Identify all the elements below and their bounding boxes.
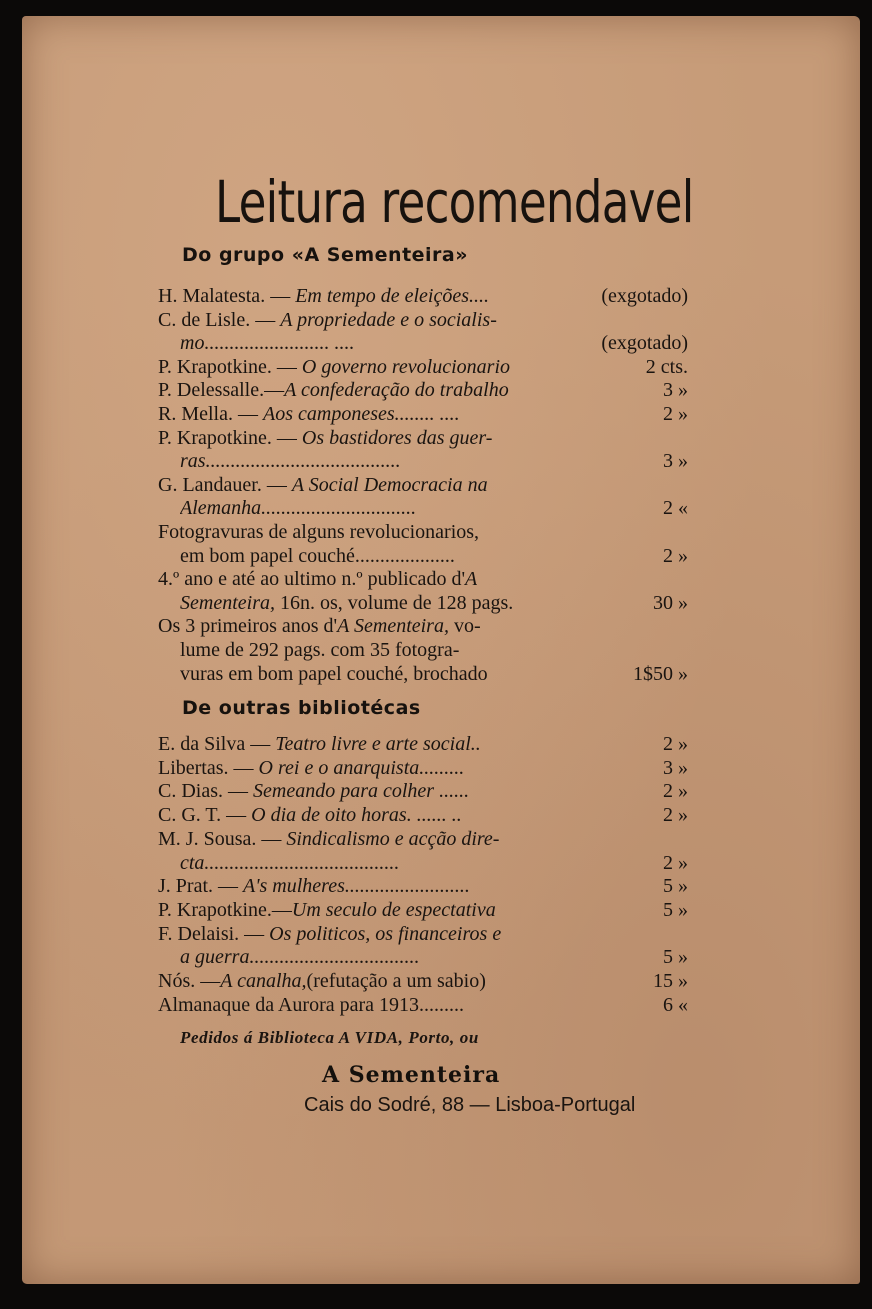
list-item — [158, 614, 598, 638]
entry-author: G. Landauer. — — [158, 473, 292, 496]
list-item — [158, 567, 598, 591]
list-item — [158, 284, 598, 308]
publisher-address: Cais do Sodré, 88 — Lisboa-Portugal — [304, 1094, 636, 1116]
entry-price: 3 » — [663, 379, 688, 402]
entry-title: Semeando para colher ...... — [253, 780, 470, 803]
list-item — [158, 473, 598, 497]
entry-title: Os politicos, os financeiros e — [269, 922, 502, 945]
entry-title: mo......................... .... — [180, 332, 355, 355]
entry-text — [180, 662, 488, 686]
list-item — [158, 355, 598, 379]
list-item — [180, 544, 598, 568]
entry-text — [158, 473, 488, 497]
entry-text — [158, 803, 462, 827]
entry-price: 2 » — [663, 733, 688, 755]
list-item — [180, 449, 598, 473]
list-item — [158, 779, 598, 803]
entry-text — [180, 331, 354, 355]
entry-author: Nós. — — [158, 970, 221, 992]
list-item — [180, 591, 598, 615]
entry-text — [158, 426, 492, 450]
publisher-name: A Sementeira — [322, 1062, 501, 1088]
page-title: Leitura recomendavel — [215, 168, 694, 236]
entry-price: 1$50 » — [633, 662, 688, 685]
entry-price: 15 » — [653, 970, 688, 992]
list-item — [180, 945, 598, 969]
entry-price: 2 » — [663, 544, 688, 567]
entry-text — [158, 969, 486, 993]
list-item — [158, 993, 598, 1017]
entry-author: vuras em bom papel couché, brochado — [180, 662, 488, 685]
entry-text — [158, 614, 481, 638]
list-item — [180, 496, 598, 520]
entry-title: A Social Democracia na — [291, 473, 488, 496]
entry-author: Fotogravuras de alguns revolucionarios, — [158, 521, 480, 543]
entry-price: (exgotado) — [601, 285, 688, 307]
section-heading-outras: De outras bibliotécas — [182, 697, 421, 719]
entry-text — [158, 567, 477, 591]
list-item — [158, 803, 598, 827]
entry-extra: 16n. os, volume de 128 pags. — [274, 591, 514, 614]
entry-text — [180, 851, 399, 875]
entry-text — [158, 308, 497, 332]
entry-author: Os 3 primeiros anos d' — [158, 615, 338, 638]
entry-text — [180, 544, 455, 568]
list-item — [158, 732, 598, 756]
entry-text — [158, 284, 489, 308]
entry-price: (exgotado) — [601, 332, 688, 355]
order-note: Pedidos á Biblioteca A VIDA, Porto, ou — [180, 1028, 479, 1047]
entry-author: E. da Silva — — [158, 733, 276, 755]
entry-text — [180, 638, 459, 662]
list-item — [158, 402, 598, 426]
list-item — [158, 874, 598, 898]
entry-title: O rei e o anarquista......... — [258, 756, 465, 779]
entry-text — [158, 898, 496, 922]
entry-author: R. Mella. — — [158, 403, 263, 425]
entry-extra: vo- — [448, 615, 481, 638]
entry-author: 4.º ano e até ao ultimo n.º publicado d' — [158, 568, 466, 591]
entry-author: J. Prat. — — [158, 875, 243, 898]
entry-title: O governo revolucionario — [301, 355, 510, 378]
entry-author: lume de 292 pags. com 35 fotogra- — [180, 639, 460, 661]
entry-price: 2 « — [663, 497, 688, 520]
list-item — [180, 662, 598, 686]
entry-price: 5 » — [663, 875, 688, 898]
entry-title: Em tempo de eleições.... — [295, 285, 490, 307]
entry-title: a guerra.................................. — [180, 946, 420, 969]
entry-price: 30 » — [653, 591, 688, 614]
entry-title: A's mulheres......................... — [243, 875, 470, 898]
entry-text — [158, 756, 464, 780]
entry-title: Sindicalismo e acção dire- — [286, 827, 500, 850]
entry-text — [180, 591, 513, 615]
entry-text — [158, 827, 499, 851]
entry-title: Aos camponeses........ .... — [263, 403, 460, 425]
entry-title: A canalha, — [220, 970, 307, 992]
list-item — [158, 898, 598, 922]
entry-text — [158, 520, 479, 544]
entry-text — [158, 732, 481, 756]
entry-author: F. Delaisi. — — [158, 922, 270, 945]
list-item — [158, 426, 598, 450]
list-item — [180, 851, 598, 875]
entry-text — [180, 496, 416, 520]
entry-text — [180, 449, 401, 473]
entry-price: 3 » — [663, 756, 688, 779]
list-item — [158, 922, 598, 946]
entry-text — [158, 355, 510, 379]
entry-author: C. Dias. — — [158, 780, 253, 803]
entry-title: A confederação do trabalho — [284, 379, 509, 402]
entry-author: Almanaque da Aurora para 1913......... — [158, 993, 465, 1016]
list-item — [180, 638, 598, 662]
section-heading-sementeira: Do grupo «A Sementeira» — [182, 244, 469, 266]
entry-price: 5 » — [663, 946, 688, 969]
entry-author: C. G. T. — — [158, 804, 252, 827]
list-item — [158, 827, 598, 851]
entry-text — [158, 378, 509, 402]
entry-title: A propriedade e o socialis- — [280, 308, 497, 331]
entry-author: P. Krapotkine. — — [158, 355, 302, 378]
entry-author: em bom papel couché.................... — [180, 544, 455, 567]
entry-author: P. Krapotkine. — — [158, 426, 302, 449]
entry-price: 2 » — [663, 851, 688, 874]
entry-price: 3 » — [663, 450, 688, 473]
list-item — [180, 331, 598, 355]
entry-author: Libertas. — — [158, 756, 259, 779]
entry-extra: (refutação a um sabio) — [306, 970, 486, 992]
entry-title: ras....................................... — [180, 450, 401, 473]
entry-text — [158, 402, 460, 426]
entry-price: 5 » — [663, 898, 688, 921]
entry-price: 2 » — [663, 780, 688, 803]
entry-price: 6 « — [663, 993, 688, 1016]
entry-title: cta....................................... — [180, 851, 400, 874]
entry-title: Teatro livre e arte social.. — [275, 733, 481, 755]
entry-text — [180, 945, 419, 969]
list-item — [158, 969, 598, 993]
list-item — [158, 520, 598, 544]
entry-author: P. Krapotkine.— — [158, 898, 292, 921]
list-item — [158, 756, 598, 780]
entry-title: Um seculo de espectativa — [291, 898, 496, 921]
entry-text — [158, 993, 464, 1017]
list-item — [158, 378, 598, 402]
list-item — [158, 308, 598, 332]
entry-title: Os bastidores das guer- — [301, 426, 493, 449]
entry-title: O dia de oito horas. ...... .. — [251, 804, 462, 827]
entry-author: P. Delessalle.— — [158, 379, 285, 402]
entry-text — [158, 874, 470, 898]
entry-price: 2 » — [663, 804, 688, 827]
entry-title: Alemanha............................... — [180, 497, 417, 520]
entry-author: M. J. Sousa. — — [158, 827, 287, 850]
entry-title: Sementeira, — [180, 591, 275, 614]
entry-text — [158, 922, 501, 946]
entry-price: 2 » — [663, 403, 688, 425]
entry-author: H. Malatesta. — — [158, 285, 296, 307]
entry-author: C. de Lisle. — — [158, 308, 281, 331]
entry-price: 2 cts. — [645, 355, 688, 378]
entry-title: A — [465, 568, 478, 591]
entry-text — [158, 779, 469, 803]
entry-title: A Sementeira, — [337, 615, 449, 638]
